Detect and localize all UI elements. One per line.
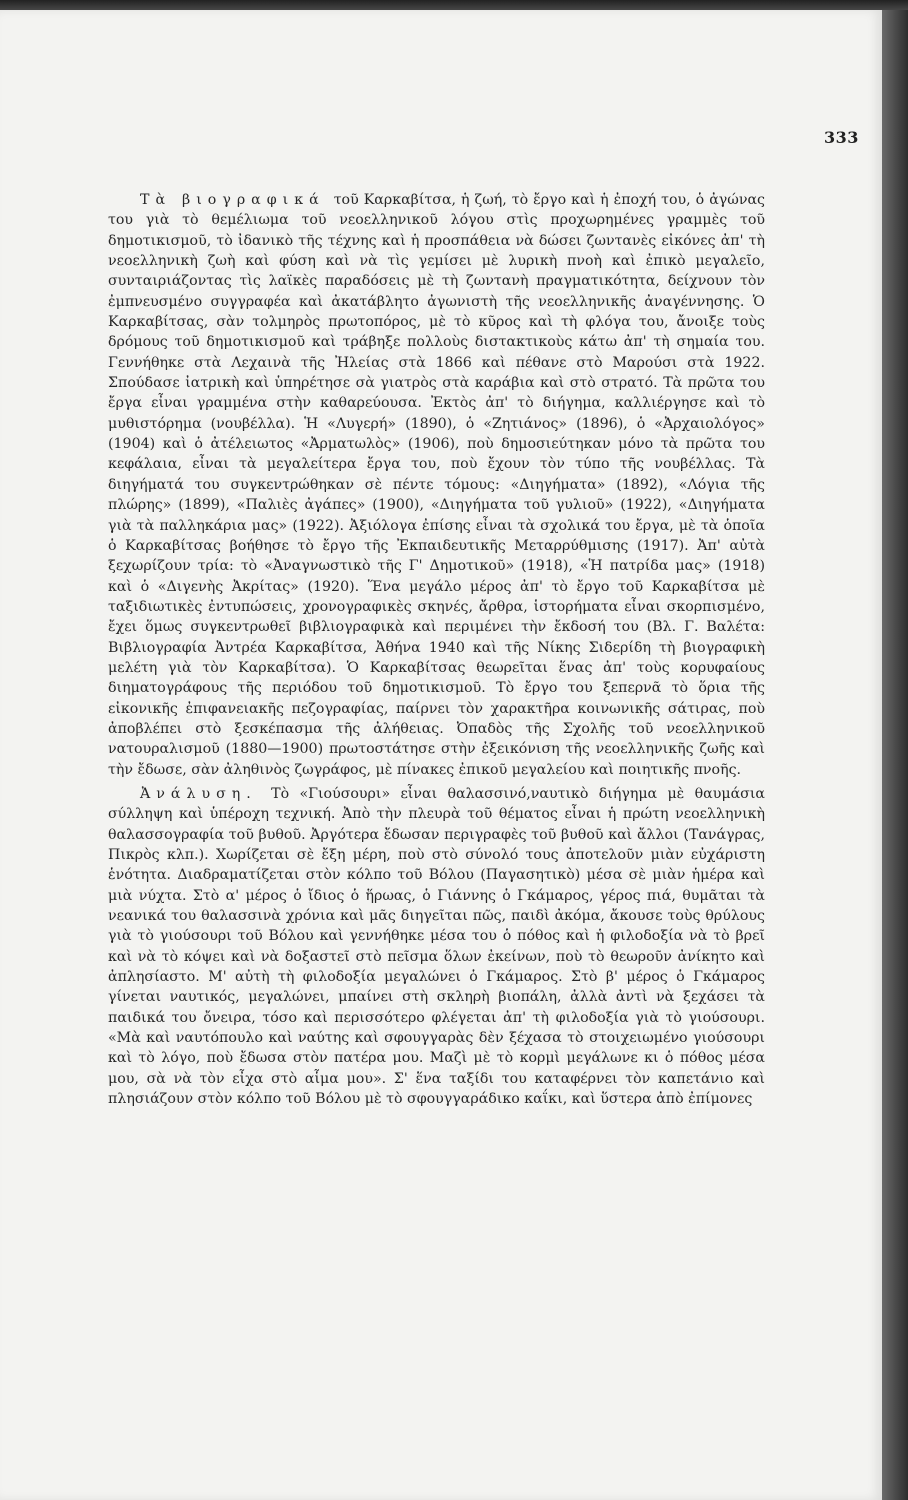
page-number: 333	[824, 128, 859, 147]
section-lead-biography: Τὰ βιογραφικά	[140, 192, 325, 208]
paragraph-biography-text: τοῦ Καρκαβίτσα, ἡ ζωή, τὸ ἔργο καὶ ἡ ἐποχή του, ὁ ἀγώνας του γιὰ τὸ θεμέλιωμα τοῦ νεοελληνικοῦ λόγου στὶς προχωρημένες γραμμὲς τοῦ δημοτικισμοῦ, τὸ ἰδανικὸ τῆς τέχνης καὶ ἡ προσπάθεια νὰ δώσει ζωντανὲς εἰκόνες ἀπ' τὴ νεοελληνικὴ ζωὴ καὶ φύση καὶ νὰ τὶς γεμίσει μὲ λυρικὴ πνοὴ καὶ ἐπικὸ μεγαλεῖο, συνταιριάζοντας τὶς λαϊκὲς παραδόσεις μὲ τὴ ζωντανὴ πραγματικότητα, δείχνουν τὸν ἐμπνευσμένο συγγραφέα καὶ ἀκατάβλητο ἀγωνιστὴ τῆς νεοελληνικῆς ἀναγέννησης. Ὁ Καρκαβίτσας, σὰν τολμηρὸς πρωτοπόρος, μὲ τὸ κῦρος καὶ τὴ φλόγα του, ἄνοιξε τοὺς δρόμους τοῦ δημοτικισμοῦ καὶ τράβηξε πολλοὺς διστακτικοὺς κάτω ἀπ' τὴ σημαία του. Γεννήθηκε στὰ Λεχαινὰ τῆς Ἠλείας στὰ 1866 καὶ πέθανε στὸ Μαρούσι στὰ 1922. Σπούδασε ἰατρικὴ καὶ ὑπηρέτησε σὰ γιατρὸς στὰ καράβια καὶ στὸ στρατό. Τὰ πρῶτα του ἔργα εἶναι γραμμένα στὴν καθαρεύουσα. Ἐκτὸς ἀπ' τὸ διήγημα, καλλιέργησε καὶ τὸ μυθιστόρημα (νουβέλλα). Ἡ «Λυγερή» (1890), ὁ «Ζητιάνος» (1896), ὁ «Ἀρχαιολόγος» (1904) καὶ ὁ ἀτέλειωτος «Ἀρματωλὸς» (1906), ποὺ δημοσιεύτηκαν μόνο τὰ πρῶτα του κεφάλαια, εἶναι τὰ μεγαλείτερα ἔργα του, ποὺ ἔχουν τὸν τύπο τῆς νουβέλλας. Τὰ διηγήματά του συγκεντρώθηκαν σὲ πέντε τόμους: «Διηγήματα» (1892), «Λόγια τῆς πλώρης» (1899), «Παλιὲς ἀγάπες» (1900), «Διηγήματα τοῦ γυλιοῦ» (1922), «Διηγήματα γιὰ τὰ παλληκάρια μας» (1922). Ἀξιόλογα ἐπίσης εἶναι τὰ σχολικά του ἔργα, μὲ τὰ ὁποῖα ὁ Καρκαβίτσας βοήθησε τὸ ἔργο τῆς Ἐκπαιδευτικῆς Μεταρρύθμισης (1917). Ἀπ' αὐτὰ ξεχωρίζουν τρία: τὸ «Ἀναγνωστικὸ τῆς Γ' Δημοτικοῦ» (1918), «Ἡ πατρίδα μας» (1918) καὶ ὁ «Διγενὴς Ἀκρίτας» (1920). Ἕνα μεγάλο μέρος ἀπ' τὸ ἔργο τοῦ Καρκαβίτσα μὲ ταξιδιωτικὲς ἐντυπώσεις, χρονογραφικὲς σκηνές, ἄρθρα, ἱστορήματα εἶναι σκορπισμένο, ἔχει ὅμως συγκεντρωθεῖ βιβλιογραφικὰ καὶ περιμένει τὴν ἔκδοσή του (Βλ. Γ. Βαλέτα: Βιβλιογραφία Ἀντρέα Καρκαβίτσα, Ἀθήνα 1940 καὶ τῆς Νίκης Σιδερίδη τὴ βιογραφικὴ μελέτη γιὰ τὸν Καρκαβίτσα). Ὁ Καρκαβίτσας θεωρεῖται ἕνας ἀπ' τοὺς κορυφαίους διηματογράφους τῆς περιόδου τοῦ δημοτικισμοῦ. Τὸ ἔργο του ξεπερνᾶ τὸ ὅρια τῆς εἰκονικῆς ἐπιφανειακῆς πεζογραφίας, παίρνει τὸν χαρακτῆρα κοινωνικῆς σάτιρας, ποὺ ἀποβλέπει στὸ ξεσκέπασμα τῆς ἀλήθειας. Ὀπαδὸς τῆς Σχολῆς τοῦ νεοελληνικοῦ νατουραλισμοῦ (1880—1900) πρωτοστάτησε στὴν ἐξεικόνιση τῆς νεοελληνικῆς ζωῆς καὶ τὴν ἔδωσε, σὰν ἀληθινὸς ζωγράφος, μὲ πίνακες ἐπικοῦ μεγαλείου καὶ ποιητικῆς πνοῆς.	[108, 192, 765, 778]
page-edge-shadow	[882, 10, 908, 1500]
section-lead-analysis: Ἀνάλυση.	[140, 785, 257, 802]
paragraph-biography	[108, 190, 765, 780]
paragraph-analysis-text: Τὸ «Γιούσουρι» εἶναι θαλασσινό,ναυτικὸ διήγημα μὲ θαυμάσια σύλληψη καὶ ὑπέροχη τεχνική. Ἀπὸ τὴν πλευρὰ τοῦ θέματος εἶναι ἡ πρώτη νεοελληνικὴ θαλασσογραφία τοῦ βυθοῦ. Ἀργότερα ἔδωσαν περιγραφὲς τοῦ βυθοῦ καὶ ἄλλοι (Τανάγρας, Πικρὸς κλπ.). Χωρίζεται σὲ ἔξη μέρη, ποὺ στὸ σύνολό τους ἀποτελοῦν μιὰν εὐχάριστη ἑνότητα. Διαδραματίζεται στὸν κόλπο τοῦ Βόλου (Παγασητικὸ) μέσα σὲ μιὰν ἡμέρα καὶ μιὰ νύχτα. Στὸ α' μέρος ὁ ἴδιος ὁ ἥρωας, ὁ Γιάννης ὁ Γκάμαρος, γέρος πιά, θυμᾶται τὰ νεανικά του θαλασσινὰ χρόνια καὶ μᾶς διηγεῖται πῶς, παιδὶ ἀκόμα, ἄκουσε τοὺς θρύλους γιὰ τὸ γιούσουρι τοῦ Βόλου καὶ γεννήθηκε μέσα του ὁ πόθος καὶ ἡ φιλοδοξία νὰ τὸ βρεῖ καὶ νὰ τὸ κόψει καὶ νὰ δοξαστεῖ στὸ πεῖσμα ὅλων ἐκείνων, ποὺ τὸ θεωροῦν ἀνίκητο καὶ ἀπλησίαστο. Μ' αὐτὴ τὴ φιλοδοξία μεγαλώνει ὁ Γκάμαρος. Στὸ β' μέρος ὁ Γκάμαρος γίνεται ναυτικός, μεγαλώνει, μπαίνει στὴ σκληρὴ βιοπάλη, ἀλλὰ ἀντὶ νὰ ξεχάσει τὰ παιδικά του ὄνειρα, τόσο καὶ περισσότερο φλέγεται ἀπ' τὴ φιλοδοξία γιὰ τὸ γιούσουρι. «Μὰ καὶ ναυτόπουλο καὶ ναύτης καὶ σφουγγαρὰς δὲν ξέχασα τὸ στοιχειωμένο γιούσουρι καὶ τὸ λόγο, ποὺ ἔδωσα στὸν πατέρα μου. Μαζὶ μὲ τὸ κορμὶ μεγάλωνε κι ὁ πόθος μέσα μου, σὰ νὰ τὸν εἶχα στὸ αἷμα μου». Σ' ἕνα ταξίδι του καταφέρνει τὸν καπετάνιο καὶ πλησιάζουν στὸν κόλπο τοῦ Βόλου μὲ τὸ σφουγγαράδικο καΐκι, καὶ ὕστερα ἀπὸ ἐπίμονες	[108, 785, 766, 1108]
book-page	[0, 10, 883, 1500]
paragraph-analysis	[108, 784, 765, 1110]
body-text	[108, 190, 765, 1109]
